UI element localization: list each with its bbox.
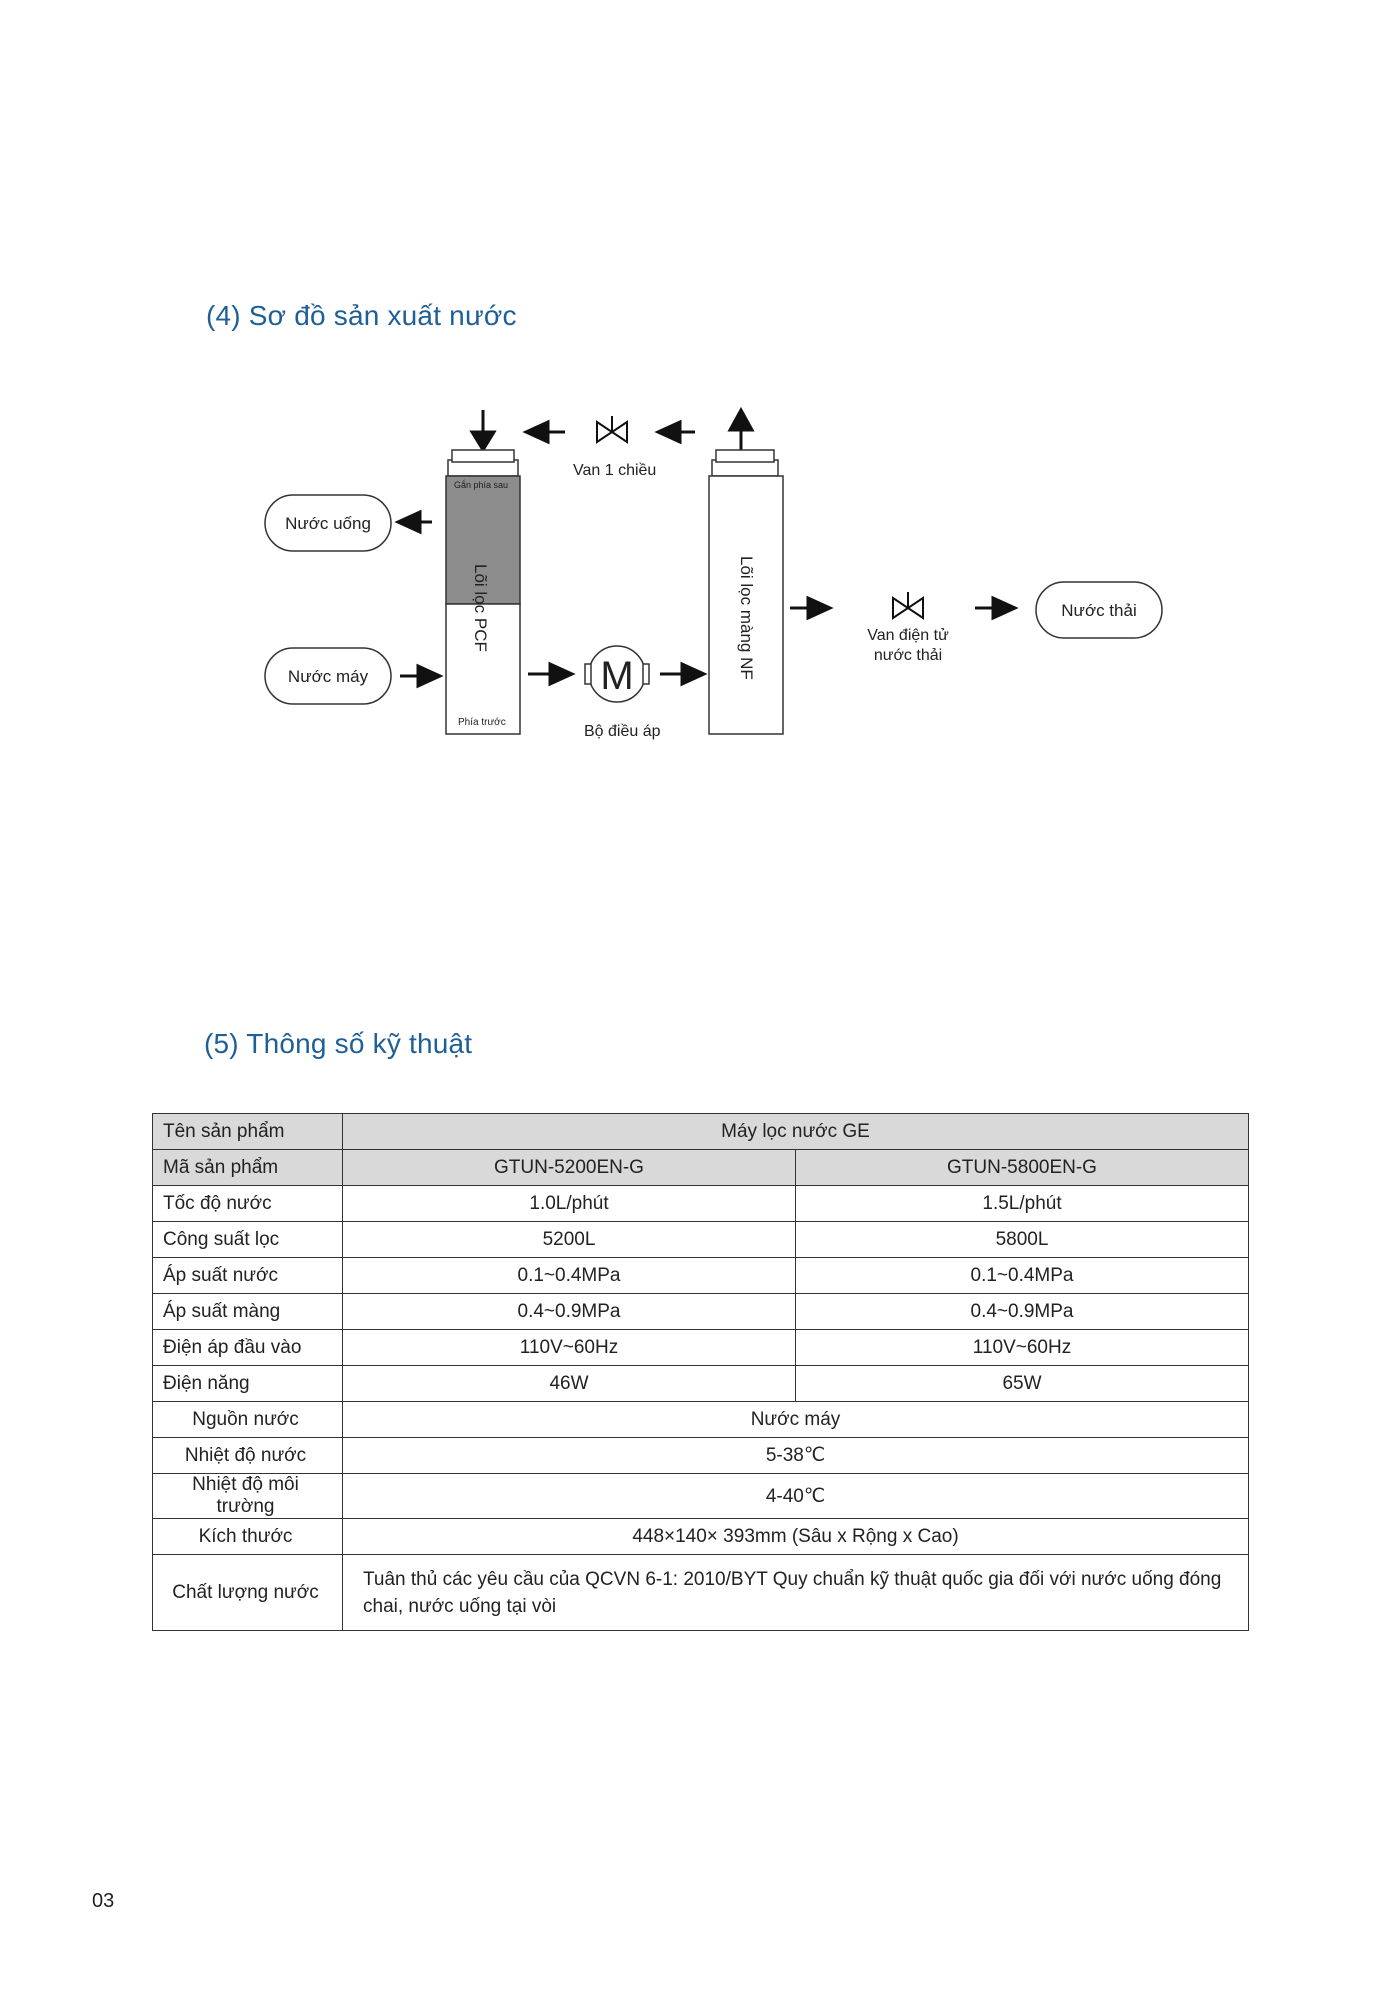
check-valve-label: Van 1 chiều [573,462,657,479]
spec-label: Công suất lọc [153,1222,343,1258]
spec-value-b: 1.5L/phút [796,1186,1249,1222]
spec-value-b: 65W [796,1366,1249,1402]
drinking-water-node [265,495,391,551]
spec-value-b: GTUN-5800EN-G [796,1150,1249,1186]
drinking-water-label: Nước uống [285,514,371,533]
pcf-filter-cartridge [446,450,520,734]
spec-label: Tên sản phẩm [153,1114,343,1150]
pressure-regulator-label: Bộ điều áp [584,723,661,740]
pressure-regulator-icon [585,646,649,702]
table-row [153,1519,1249,1555]
spec-label: Áp suất nước [153,1258,343,1294]
spec-label: Mã sản phẩm [153,1150,343,1186]
pcf-front-label: Phía trước [458,717,506,728]
spec-value-b: 110V~60Hz [796,1330,1249,1366]
water-production-diagram [0,380,1389,760]
page-number: 03 [92,1890,115,1912]
spec-value-a: 1.0L/phút [343,1186,796,1222]
spec-value-b: 0.4~0.9MPa [796,1294,1249,1330]
nf-filter-label: Lõi lọc màng NF [737,556,756,680]
spec-value-b: 0.1~0.4MPa [796,1258,1249,1294]
section-5-heading: (5) Thông số kỹ thuật [204,1028,473,1059]
spec-value-b: 5800L [796,1222,1249,1258]
spec-label: Nhiệt độ môi trường [153,1474,343,1519]
spec-label: Điện năng [153,1366,343,1402]
spec-label: Nguồn nước [153,1402,343,1438]
spec-value-a: 110V~60Hz [343,1330,796,1366]
table-row [153,1402,1249,1438]
table-row [153,1366,1249,1402]
section-4-heading: (4) Sơ đồ sản xuất nước [206,300,517,331]
table-row [153,1438,1249,1474]
table-row [153,1474,1249,1519]
spec-value: 4-40℃ [343,1474,1249,1519]
check-valve-icon [597,416,627,442]
spec-label: Điện áp đầu vào [153,1330,343,1366]
spec-label: Chất lượng nước [153,1555,343,1631]
pcf-filter-label: Lõi lọc PCF [471,564,490,652]
table-row [153,1186,1249,1222]
waste-water-node [1036,582,1162,638]
solenoid-valve-icon [893,592,923,618]
spec-value: 448×140× 393mm (Sâu x Rộng x Cao) [343,1519,1249,1555]
spec-value: Tuân thủ các yêu cầu của QCVN 6-1: 2010/BYT Quy chuẩn kỹ thuật quốc gia đối với nước uống đóng chai, nước uống tại vòi [343,1555,1249,1631]
table-row [153,1258,1249,1294]
table-row [153,1330,1249,1366]
spec-value-a: 0.1~0.4MPa [343,1258,796,1294]
spec-value-a: 46W [343,1366,796,1402]
spec-value-a: 0.4~0.9MPa [343,1294,796,1330]
spec-label: Kích thước [153,1519,343,1555]
spec-label: Tốc độ nước [153,1186,343,1222]
solenoid-valve-label-line1: Van điện tử [867,627,949,644]
spec-value-a: GTUN-5200EN-G [343,1150,796,1186]
table-row [153,1150,1249,1186]
spec-value: 5-38℃ [343,1438,1249,1474]
table-row [153,1294,1249,1330]
pcf-back-label: Gắn phía sau [454,480,509,490]
spec-value: Nước máy [343,1402,1249,1438]
motor-letter: M [600,654,634,698]
nf-filter-cartridge [709,450,783,734]
spec-value: Máy lọc nước GE [343,1114,1249,1150]
spec-label: Áp suất màng [153,1294,343,1330]
spec-value-a: 5200L [343,1222,796,1258]
table-row [153,1222,1249,1258]
spec-table [152,1113,1249,1631]
tap-water-label: Nước máy [287,667,369,686]
solenoid-valve-label-line2: nước thải [873,647,943,664]
tap-water-node [265,648,391,704]
table-row [153,1114,1249,1150]
spec-label: Nhiệt độ nước [153,1438,343,1474]
waste-water-label: Nước thải [1061,601,1137,620]
table-row [153,1555,1249,1631]
